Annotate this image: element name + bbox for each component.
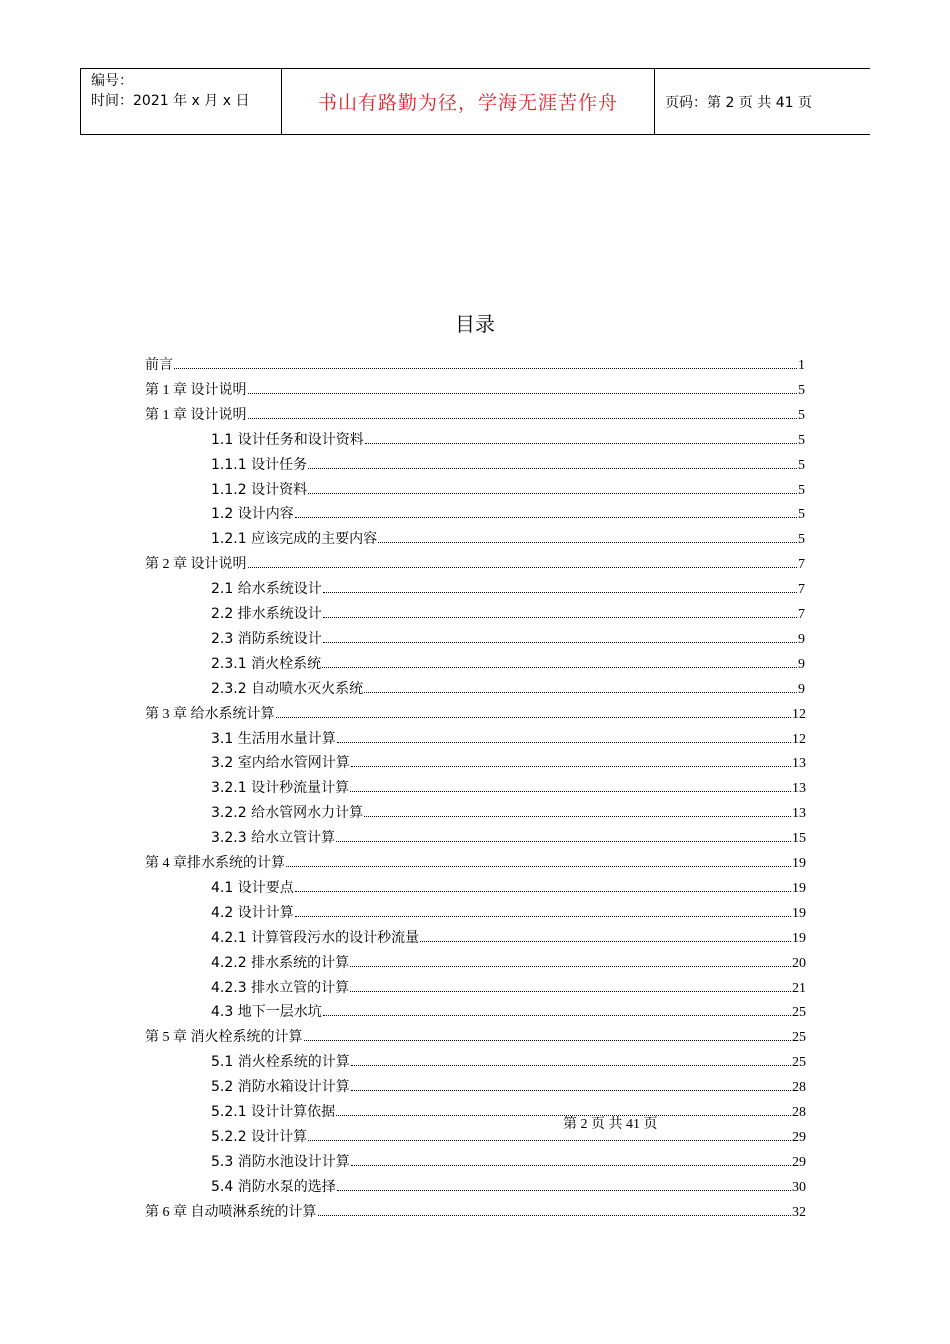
- toc-entry-label: 第 1 章 设计说明: [145, 382, 247, 398]
- toc-entry-page: 9: [798, 631, 805, 647]
- toc-entry[interactable]: [211, 823, 806, 847]
- toc-entry-label: 5.2.2 设计计算: [211, 1128, 308, 1145]
- header-table: [80, 68, 870, 135]
- toc-entry[interactable]: [145, 699, 806, 723]
- toc-entry-label: 2.1 给水系统设计: [211, 581, 322, 598]
- toc-entry-label: 5.1 消火栓系统的计算: [211, 1054, 350, 1071]
- toc-entry-page: 1: [798, 358, 805, 373]
- toc-leader-dots: [248, 392, 798, 394]
- toc-entry-label: 3.1 生活用水量计算: [211, 730, 336, 747]
- toc-leader-dots: [308, 1139, 791, 1141]
- toc-entry-label: 第 4 章排水系统的计算: [145, 856, 285, 871]
- toc-entry-label: 3.2.2 给水管网水力计算: [211, 805, 364, 822]
- toc-entry[interactable]: [211, 1097, 806, 1121]
- toc-leader-dots: [364, 815, 791, 817]
- toc-leader-dots: [295, 516, 797, 518]
- toc-leader-dots: [351, 1089, 791, 1091]
- toc-entry[interactable]: [211, 1072, 806, 1096]
- toc-entry-page: 32: [792, 1204, 806, 1220]
- toc-leader-dots: [351, 765, 791, 767]
- toc-entry-page: 5: [798, 432, 805, 448]
- toc-entry-page: 13: [792, 781, 806, 797]
- toc-entry-page: 15: [792, 831, 806, 847]
- toc-entry[interactable]: [211, 649, 805, 673]
- toc-entry[interactable]: [145, 848, 806, 872]
- toc-entry-label: 1.1.2 设计资料: [211, 481, 308, 498]
- toc-entry[interactable]: [145, 400, 805, 424]
- toc-entry[interactable]: [211, 898, 806, 922]
- toc-leader-dots: [350, 990, 791, 992]
- toc-entry-label: 3.2 室内给水管网计算: [211, 755, 350, 772]
- toc-leader-dots: [378, 541, 797, 543]
- toc-entry[interactable]: [211, 1122, 806, 1146]
- toc-leader-dots: [322, 666, 797, 668]
- toc-entry-page: 9: [798, 681, 805, 697]
- toc-entry[interactable]: [145, 1197, 806, 1221]
- toc-entry[interactable]: [211, 997, 806, 1021]
- toc-entry[interactable]: [211, 1172, 806, 1196]
- toc-entry-page: 13: [792, 806, 806, 822]
- toc-entry-page: 5: [798, 382, 805, 398]
- toc-entry-page: 19: [792, 905, 806, 921]
- toc-entry[interactable]: [211, 948, 806, 972]
- toc-leader-dots: [304, 1039, 792, 1041]
- toc-entry-label: 5.2 消防水箱设计计算: [211, 1079, 350, 1096]
- toc-leader-dots: [420, 940, 791, 942]
- toc-entry-label: 第 3 章 给水系统计算: [145, 706, 275, 722]
- toc-leader-dots: [286, 865, 791, 867]
- toc-entry[interactable]: [211, 1147, 806, 1171]
- toc-entry-page: 25: [792, 1030, 806, 1046]
- toc-leader-dots: [323, 616, 797, 618]
- header-motto-cell: [282, 69, 655, 134]
- toc-entry-label: 前言: [145, 358, 173, 373]
- toc-entry-page: 7: [798, 557, 805, 573]
- motto-text: 书山有路勤为径，学海无涯苦作舟: [317, 92, 618, 114]
- toc-entry-label: 2.3 消防系统设计: [211, 630, 322, 647]
- toc-entry[interactable]: [211, 599, 805, 623]
- toc-entry[interactable]: [211, 1047, 806, 1071]
- toc-entry[interactable]: [211, 524, 805, 548]
- toc-leader-dots: [323, 641, 797, 643]
- toc-entry-page: 5: [798, 507, 805, 523]
- toc-entry-page: 7: [798, 582, 805, 598]
- toc-entry-page: 21: [792, 980, 806, 996]
- toc-leader-dots: [336, 840, 791, 842]
- toc-entry-page: 19: [792, 856, 806, 871]
- toc-entry-label: 5.4 消防水泵的选择: [211, 1178, 336, 1195]
- toc-entry-page: 5: [798, 482, 805, 498]
- toc-entry-label: 5.3 消防水池设计计算: [211, 1153, 350, 1170]
- toc-leader-dots: [337, 741, 791, 743]
- header-info-cell: [81, 69, 282, 134]
- toc-leader-dots: [364, 691, 797, 693]
- toc-entry-page: 19: [792, 930, 806, 946]
- toc-entry-label: 4.3 地下一层水坑: [211, 1004, 322, 1021]
- toc-entry-label: 3.2.3 给水立管计算: [211, 830, 336, 847]
- toc-entry-page: 12: [792, 731, 806, 747]
- toc-entry-page: 30: [792, 1179, 806, 1195]
- toc-leader-dots: [351, 1164, 791, 1166]
- toc-entry[interactable]: [211, 773, 806, 797]
- toc-leader-dots: [248, 566, 798, 568]
- header-page-cell: [655, 69, 871, 134]
- toc-entry-label: 第 1 章 设计说明: [145, 407, 247, 423]
- toc-entry[interactable]: [145, 350, 805, 374]
- toc-leader-dots: [174, 367, 797, 369]
- toc-title: 目录: [455, 312, 495, 336]
- toc-entry-page: 7: [798, 607, 805, 622]
- toc-entry-page: 20: [792, 955, 806, 971]
- toc-leader-dots: [248, 417, 798, 419]
- toc-entry-page: 12: [792, 706, 806, 722]
- toc-entry-label: 3.2.1 设计秒流量计算: [211, 780, 350, 797]
- toc-entry[interactable]: [211, 873, 806, 897]
- number-label: 编号：: [91, 73, 133, 89]
- toc-entry-label: 1.1.1 设计任务: [211, 456, 308, 473]
- page-label: 页码：第 2 页 共 41 页: [665, 94, 812, 111]
- toc-entry-page: 5: [798, 532, 805, 548]
- toc-entry[interactable]: [211, 798, 806, 822]
- toc-leader-dots: [351, 1064, 791, 1066]
- toc-entry-label: 4.2.2 排水系统的计算: [211, 954, 350, 971]
- toc-entry-label: 1.2 设计内容: [211, 506, 294, 523]
- toc-entry-page: 28: [792, 1080, 806, 1096]
- toc-leader-dots: [308, 492, 797, 494]
- toc-entry-label: 4.2.3 排水立管的计算: [211, 979, 350, 996]
- toc-entry[interactable]: [211, 624, 805, 648]
- toc-leader-dots: [337, 1189, 791, 1191]
- toc-entry[interactable]: [145, 549, 805, 573]
- toc-entry-label: 4.2 设计计算: [211, 904, 294, 921]
- toc-leader-dots: [350, 790, 791, 792]
- toc-entry[interactable]: [145, 375, 805, 399]
- footer-page-number: 第 2 页 共 41 页: [563, 1117, 658, 1132]
- toc-leader-dots: [323, 591, 797, 593]
- toc-leader-dots: [350, 965, 791, 967]
- toc-entry-label: 2.3.2 自动喷水灭火系统: [211, 680, 364, 697]
- toc-entry-page: 5: [798, 457, 805, 473]
- toc-entry[interactable]: [211, 499, 805, 523]
- toc-entry-label: 第 5 章 消火栓系统的计算: [145, 1030, 303, 1046]
- toc-entry[interactable]: [211, 674, 805, 698]
- toc-entry-page: 9: [798, 656, 805, 672]
- toc-entry-label: 5.2.1 设计计算依据: [211, 1104, 336, 1120]
- toc-entry-label: 第 6 章 自动喷淋系统的计算: [145, 1204, 317, 1220]
- toc-entry[interactable]: [211, 724, 806, 748]
- toc-entry-page: 5: [798, 407, 805, 423]
- toc-entry-label: 1.2.1 应该完成的主要内容: [211, 531, 378, 548]
- toc-entry-page: 28: [792, 1105, 806, 1120]
- toc-entry-page: 25: [792, 1005, 806, 1021]
- toc-entry-label: 2.2 排水系统设计: [211, 606, 322, 622]
- toc-leader-dots: [295, 890, 791, 892]
- toc-entry[interactable]: [145, 1022, 806, 1046]
- toc-entry-page: 13: [792, 756, 806, 772]
- toc-entry-label: 第 2 章 设计说明: [145, 557, 247, 573]
- toc-leader-dots: [308, 467, 797, 469]
- toc-entry[interactable]: [211, 973, 806, 997]
- toc-entry[interactable]: [211, 923, 806, 947]
- toc-entry[interactable]: [211, 425, 805, 449]
- toc-entry-label: 4.2.1 计算管段污水的设计秒流量: [211, 929, 420, 946]
- toc-entry[interactable]: [211, 475, 805, 499]
- toc-entry-label: 1.1 设计任务和设计资料: [211, 431, 364, 448]
- toc-entry[interactable]: [211, 574, 805, 598]
- toc-entry[interactable]: [211, 748, 806, 772]
- toc-entry-page: 29: [792, 1154, 806, 1170]
- toc-entry-page: 29: [792, 1129, 806, 1145]
- time-label: 时间：2021 年 x 月 x 日: [91, 93, 250, 109]
- toc-entry-page: 25: [792, 1055, 806, 1071]
- toc-leader-dots: [276, 716, 792, 718]
- toc-leader-dots: [323, 1014, 791, 1016]
- toc-leader-dots: [295, 915, 791, 917]
- toc-entry-label: 4.1 设计要点: [211, 879, 294, 896]
- toc-entry-page: 19: [792, 880, 806, 896]
- toc-entry[interactable]: [211, 450, 805, 474]
- toc-leader-dots: [365, 442, 797, 444]
- toc-entry-label: 2.3.1 消火栓系统: [211, 655, 322, 672]
- toc-leader-dots: [318, 1214, 792, 1216]
